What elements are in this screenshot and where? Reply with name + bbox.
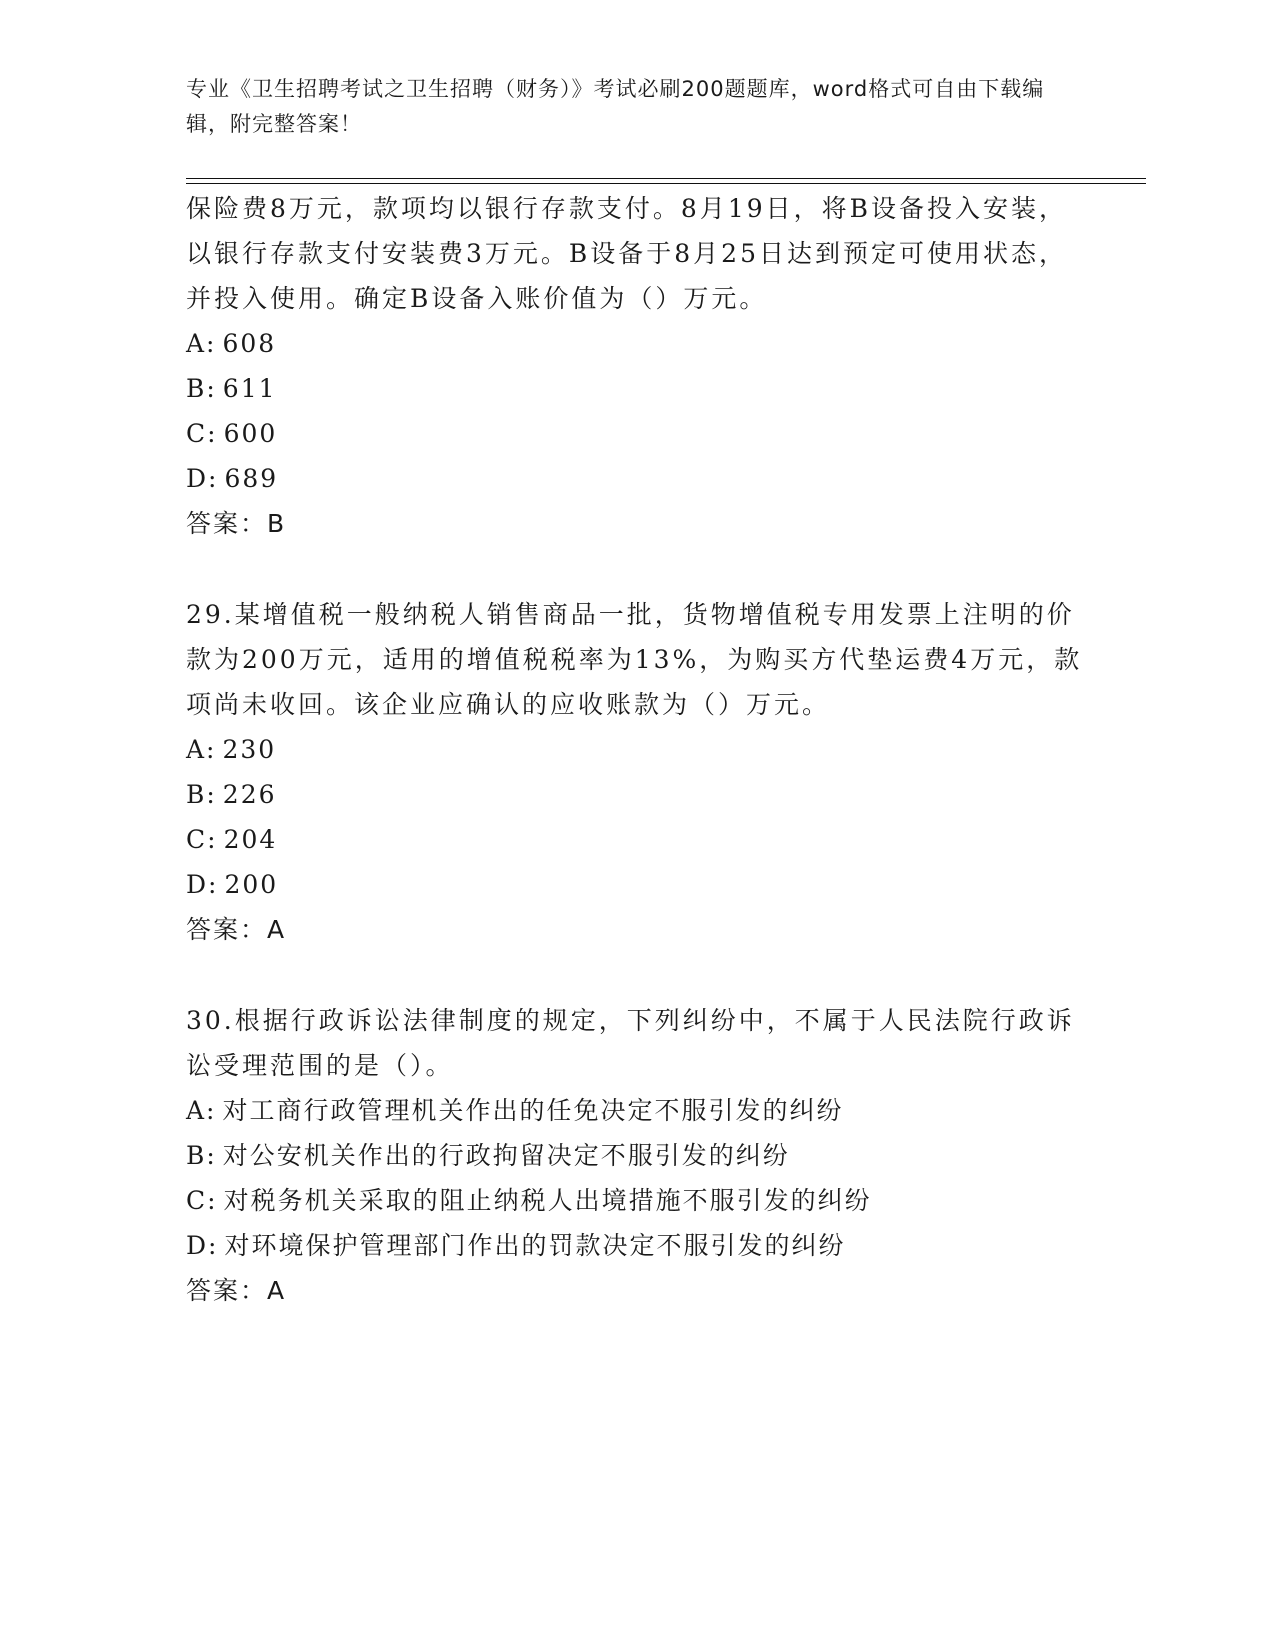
- answer-line: 答案：B: [186, 509, 287, 538]
- option-d: [186, 456, 1086, 501]
- option-text: 689: [224, 464, 279, 493]
- option-a: [186, 727, 1086, 772]
- option-a: [186, 1088, 1086, 1133]
- answer-line: 答案：A: [186, 915, 287, 944]
- document-header: [186, 72, 1066, 142]
- option-text: 200: [224, 870, 279, 899]
- option-label: D:: [186, 464, 219, 493]
- option-label: C:: [186, 419, 218, 448]
- option-d: [186, 862, 1086, 907]
- option-text: 600: [223, 419, 278, 448]
- option-label: A:: [186, 329, 217, 358]
- option-label: A:: [186, 735, 217, 764]
- option-text: 226: [222, 780, 277, 809]
- header-divider-top: [186, 178, 1146, 179]
- option-c: [186, 817, 1086, 862]
- question-list: [186, 186, 1086, 1359]
- question-30: [186, 998, 1086, 1313]
- option-label: D:: [186, 1231, 219, 1260]
- option-b: [186, 772, 1086, 817]
- option-text: 对税务机关采取的阻止纳税人出境措施不服引发的纠纷: [223, 1186, 872, 1215]
- option-text: 608: [222, 329, 277, 358]
- option-d: [186, 1223, 1086, 1268]
- option-c: [186, 411, 1086, 456]
- option-text: 611: [222, 374, 277, 403]
- question-stem: 30.根据行政诉讼法律制度的规定，下列纠纷中，不属于人民法院行政诉讼受理范围的是（）。: [186, 1006, 1075, 1080]
- option-label: D:: [186, 870, 219, 899]
- option-text: 230: [222, 735, 277, 764]
- option-b: [186, 1133, 1086, 1178]
- header-divider-bottom: [186, 183, 1146, 184]
- question-29: [186, 592, 1086, 952]
- question-stem: 保险费8万元，款项均以银行存款支付。8月19日，将B设备投入安装，以银行存款支付安装费3万元。B设备于8月25日达到预定可使用状态，并投入使用。确定B设备入账价值为（）万元。: [186, 194, 1067, 313]
- option-b: [186, 366, 1086, 411]
- option-text: 204: [223, 825, 278, 854]
- option-text: 对环境保护管理部门作出的罚款决定不服引发的纠纷: [224, 1231, 846, 1260]
- option-label: B:: [186, 1141, 217, 1170]
- option-label: C:: [186, 825, 218, 854]
- option-label: B:: [186, 780, 217, 809]
- option-label: C:: [186, 1186, 218, 1215]
- question-28: [186, 186, 1086, 546]
- option-text: 对工商行政管理机关作出的任免决定不服引发的纠纷: [222, 1096, 844, 1125]
- question-stem: 29.某增值税一般纳税人销售商品一批，货物增值税专用发票上注明的价款为200万元，适用的增值税税率为13%，为购买方代垫运费4万元，款项尚未收回。该企业应确认的应收账款为（）万元。: [186, 600, 1083, 719]
- option-c: [186, 1178, 1086, 1223]
- answer-line: 答案：A: [186, 1276, 287, 1305]
- option-a: [186, 321, 1086, 366]
- option-label: A:: [186, 1096, 217, 1125]
- option-label: B:: [186, 374, 217, 403]
- header-title: 专业《卫生招聘考试之卫生招聘（财务）》考试必刷200题题库，word格式可自由下载编辑，附完整答案！: [186, 77, 1045, 136]
- option-text: 对公安机关作出的行政拘留决定不服引发的纠纷: [222, 1141, 790, 1170]
